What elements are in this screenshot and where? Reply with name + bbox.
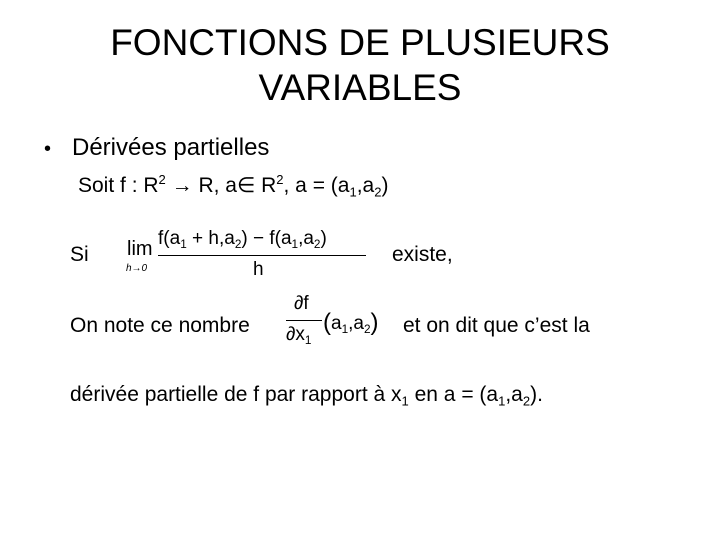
- page-title: [0, 20, 720, 110]
- partial-argument: [323, 308, 379, 336]
- def-close: ): [381, 174, 389, 197]
- def-sub-1: 1: [349, 184, 357, 200]
- num-part: f(a: [158, 228, 181, 249]
- limit-operator: lim: [127, 238, 153, 260]
- partial-denominator: [286, 324, 311, 346]
- partial-numerator: ∂f: [294, 293, 309, 314]
- pd-den-sub: 1: [304, 334, 312, 348]
- conc-part: en a = (a: [408, 383, 499, 406]
- bullet-heading: Dérivées partielles: [72, 134, 270, 161]
- num-sub: 2: [313, 238, 321, 252]
- fraction-bar: [158, 255, 366, 256]
- pd-a1-sub: 1: [341, 323, 349, 337]
- conc-part: ).: [530, 383, 543, 406]
- limit-numerator: [158, 228, 327, 250]
- pd-a1: a: [331, 313, 342, 334]
- title-line-2: VARIABLES: [258, 67, 462, 108]
- def-prefix: Soit f : R: [78, 174, 159, 197]
- num-part: ): [320, 228, 327, 249]
- conc-part: dérivée partielle de f par rapport à x: [70, 383, 402, 406]
- pd-den-text: ∂x: [286, 324, 305, 345]
- def-a-eq: , a = (a: [283, 174, 350, 197]
- limit-condition: h→0: [126, 263, 148, 274]
- bullet-marker: •: [44, 138, 52, 160]
- note-label: On note ce nombre: [70, 314, 250, 337]
- num-part: ) − f(a: [241, 228, 292, 249]
- pd-a2-sub: 2: [363, 323, 371, 337]
- conc-sub: 2: [522, 393, 531, 409]
- num-sub: 1: [291, 238, 299, 252]
- pd-open: (: [323, 309, 331, 336]
- def-r: R: [255, 174, 277, 197]
- et-dit-label: et on dit que c’est la: [403, 314, 590, 337]
- pd-close: ): [370, 309, 379, 336]
- num-part: ,a: [298, 228, 314, 249]
- num-part: + h,a: [186, 228, 235, 249]
- conc-sub: 1: [498, 393, 506, 409]
- limit-denominator: h: [253, 259, 264, 280]
- def-sub-2: 2: [374, 184, 382, 200]
- function-definition: [78, 173, 388, 199]
- conc-part: ,a: [505, 383, 523, 406]
- title-line-1: FONCTIONS DE PLUSIEURS: [110, 22, 610, 63]
- element-of-symbol: ∈: [236, 174, 256, 197]
- num-sub: 2: [234, 238, 242, 252]
- def-exponent-1: 2: [158, 172, 166, 188]
- pd-comma: ,a: [348, 313, 364, 334]
- def-exponent-2: 2: [276, 172, 284, 188]
- conclusion-line: [70, 383, 543, 407]
- num-sub: 1: [180, 238, 187, 252]
- def-arrow: → R, a: [165, 174, 237, 197]
- def-comma: ,a: [356, 174, 375, 197]
- si-label: Si: [70, 243, 89, 266]
- partial-fraction-bar: [286, 320, 322, 321]
- existe-label: existe,: [392, 243, 453, 266]
- conc-sub: 1: [401, 393, 409, 409]
